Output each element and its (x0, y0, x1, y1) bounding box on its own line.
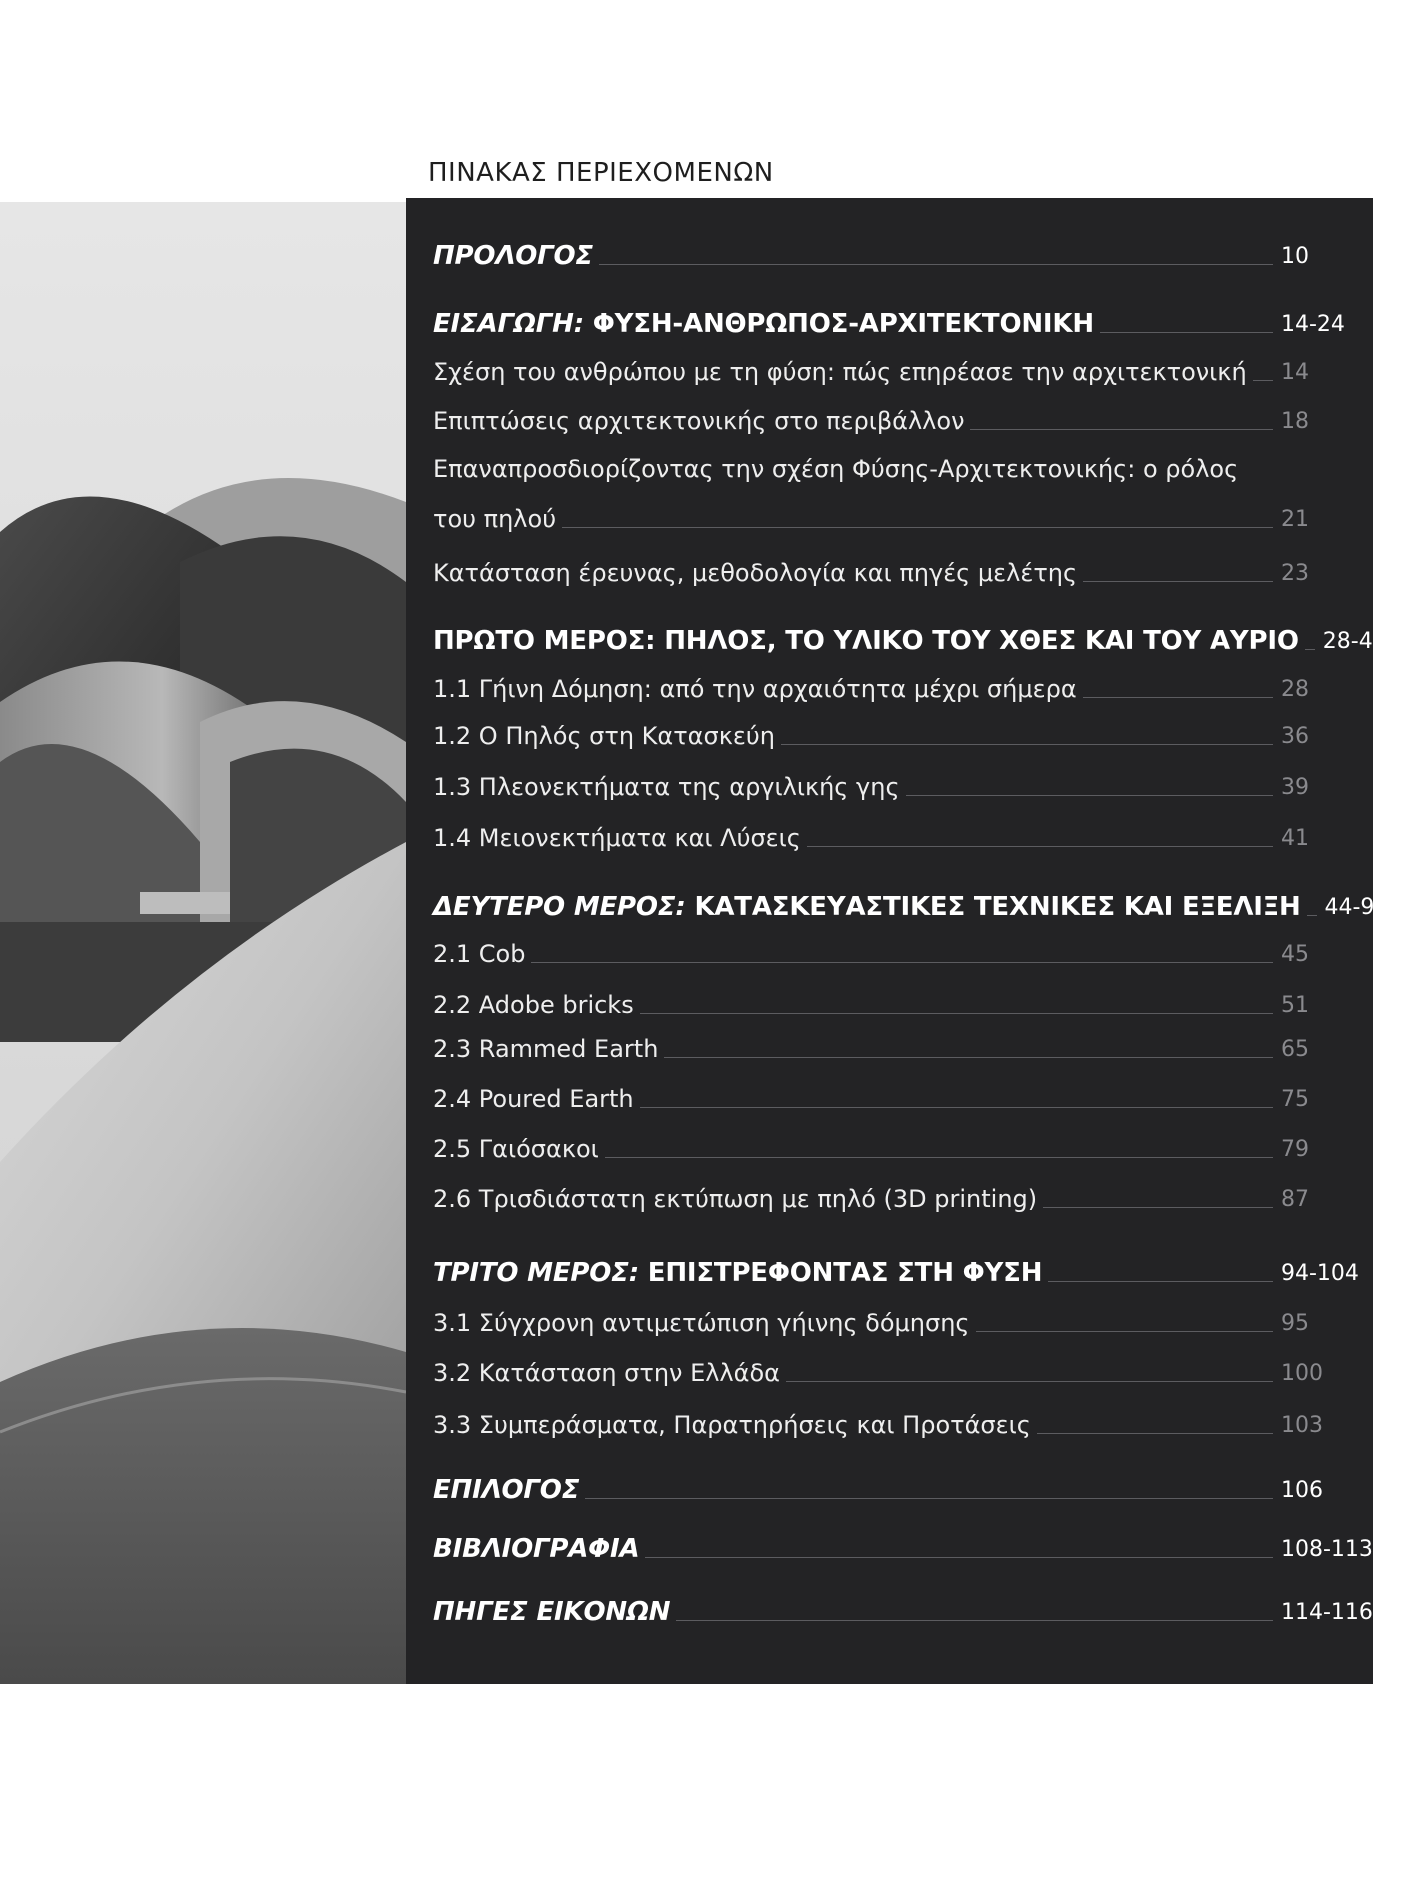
toc-entry-2-2[interactable] (433, 977, 1373, 1021)
toc-entry-1-4[interactable] (433, 810, 1373, 854)
toc-entry-label: 1.1 Γήινη Δόμηση: από την αρχαιότητα μέχρι σήμερα (433, 675, 1077, 703)
toc-entry-3-1[interactable] (433, 1295, 1373, 1339)
toc-entry-intro-4[interactable] (433, 545, 1373, 589)
toc-entry-3-2[interactable] (433, 1345, 1373, 1389)
toc-entry-page: 10 (1281, 244, 1309, 269)
toc-entry-label: ΒΙΒΛΙΟΓΡΑΦΙΑ (433, 1534, 640, 1564)
dot-leader (1083, 581, 1273, 582)
toc-entry-label: 3.1 Σύγχρονη αντιμετώπιση γήινης δόμησης (433, 1309, 970, 1337)
toc-entry-label: 2.5 Γαιόσακοι (433, 1135, 599, 1163)
toc-entry-2-4[interactable] (433, 1071, 1373, 1115)
toc-entry-page: 18 (1281, 409, 1309, 434)
toc-entry-label: 2.1 Cob (433, 940, 526, 968)
toc-entry-page: 45 (1281, 942, 1309, 967)
dot-leader (640, 1107, 1273, 1108)
toc-entry-2-6[interactable] (433, 1171, 1373, 1215)
toc-entry-1-1[interactable] (433, 661, 1373, 705)
toc-entry-title: ΚΑΤΑΣΚΕΥΑΣΤΙΚΕΣ ΤΕΧΝΙΚΕΣ ΚΑΙ ΕΞΕΛΙΞΗ (694, 892, 1301, 922)
dot-leader (1305, 649, 1315, 650)
toc-entry-page: 39 (1281, 775, 1309, 800)
dot-leader (562, 527, 1273, 528)
earth-domes-photo (0, 202, 406, 1684)
toc-entry-part-three[interactable] (433, 1245, 1373, 1289)
dot-leader (676, 1620, 1273, 1621)
toc-entry-label: 1.3 Πλεονεκτήματα της αργιλικής γης (433, 773, 900, 801)
toc-entry-page: 108-113 (1281, 1537, 1373, 1562)
dot-leader (1100, 332, 1273, 333)
dot-leader (599, 264, 1273, 265)
toc-entry-prefix: ΤΡΙΤΟ ΜΕΡΟΣ: (433, 1258, 639, 1288)
dot-leader (786, 1381, 1273, 1382)
dot-leader (664, 1057, 1273, 1058)
toc-entry-prefix: ΕΙΣΑΓΩΓΗ: (433, 309, 584, 339)
toc-entry-title: ΕΠΙΣΤΡΕΦΟΝΤΑΣ ΣΤΗ ΦΥΣΗ (647, 1258, 1043, 1288)
toc-entry-label (433, 308, 1100, 340)
toc-entry-2-1[interactable] (433, 926, 1373, 970)
toc-entry-2-5[interactable] (433, 1121, 1373, 1165)
toc-entry-introduction[interactable] (433, 296, 1373, 340)
dot-leader (781, 744, 1273, 745)
dot-leader (605, 1157, 1273, 1158)
toc-entry-page: 103 (1281, 1413, 1323, 1438)
dot-leader (1253, 380, 1273, 381)
dot-leader (970, 429, 1273, 430)
dot-leader (976, 1331, 1273, 1332)
toc-entry-1-2[interactable] (433, 708, 1373, 752)
dot-leader (1083, 697, 1273, 698)
toc-entry-page: 21 (1281, 507, 1309, 532)
toc-entry-label (433, 1257, 1048, 1289)
toc-entry-label-continued: του πηλού (433, 505, 557, 533)
toc-entry-epilogue[interactable] (433, 1462, 1373, 1506)
toc-entry-label: 2.3 Rammed Earth (433, 1035, 659, 1063)
toc-entry-page: 14 (1281, 360, 1309, 385)
toc-entry-bibliography[interactable] (433, 1521, 1373, 1565)
dot-leader (1048, 1281, 1273, 1282)
toc-entry-page: 94-104 (1281, 1261, 1359, 1286)
dot-leader (1037, 1433, 1273, 1434)
page-title: ΠΙΝΑΚΑΣ ΠΕΡΙΕΧΟΜΕΝΩΝ (428, 158, 774, 188)
toc-entry-3-3[interactable] (433, 1397, 1373, 1441)
toc-entry-image-sources[interactable] (433, 1584, 1373, 1628)
dot-leader (906, 795, 1273, 796)
toc-entry-1-3[interactable] (433, 759, 1373, 803)
toc-entry-page: 65 (1281, 1037, 1309, 1062)
toc-entry-label: 2.2 Adobe bricks (433, 991, 634, 1019)
toc-entry-label: Κατάσταση έρευνας, μεθοδολογία και πηγές μελέτης (433, 559, 1078, 587)
toc-entry-page: 79 (1281, 1137, 1309, 1162)
toc-entry-title: ΦΥΣΗ-ΑΝΘΡΩΠΟΣ-ΑΡΧΙΤΕΚΤΟΝΙΚΗ (592, 309, 1094, 339)
toc-entry-2-3[interactable] (433, 1021, 1373, 1065)
toc-entry-part-one[interactable] (433, 613, 1387, 657)
toc-entry-label: 1.4 Μειονεκτήματα και Λύσεις (433, 824, 801, 852)
toc-entry-prologue[interactable] (433, 228, 1373, 272)
toc-entry-page: 51 (1281, 993, 1309, 1018)
dot-leader (645, 1557, 1273, 1558)
toc-entry-label: 2.4 Poured Earth (433, 1085, 634, 1113)
toc-entry-prefix: ΔΕΥΤΕΡΟ ΜΕΡΟΣ: (433, 892, 686, 922)
toc-entry-label: 2.6 Τρισδιάστατη εκτύπωση με πηλό (3D printing) (433, 1185, 1038, 1213)
toc-entry-intro-1[interactable] (433, 344, 1373, 388)
toc-entry-page: 28 (1281, 677, 1309, 702)
toc-entry-part-two[interactable] (433, 879, 1389, 923)
dot-leader (585, 1498, 1273, 1499)
toc-entry-page: 41 (1281, 826, 1309, 851)
toc-entry-page: 44-93 (1324, 895, 1389, 920)
toc-entry-page: 114-116 (1281, 1600, 1373, 1625)
toc-entry-label: ΠΡΩΤΟ ΜΕΡΟΣ: ΠΗΛΟΣ, ΤΟ ΥΛΙΚΟ ΤΟΥ ΧΘΕΣ ΚΑΙ ΤΟΥ ΑΥΡΙΟ (433, 626, 1299, 656)
toc-entry-intro-2[interactable] (433, 393, 1373, 437)
toc-entry-intro-3[interactable] (433, 491, 1373, 535)
dot-leader (1043, 1207, 1273, 1208)
toc-entry-label: Σχέση του ανθρώπου με τη φύση: πώς επηρέασε την αρχιτεκτονική (433, 358, 1247, 386)
toc-entry-page: 95 (1281, 1311, 1309, 1336)
dot-leader (807, 846, 1273, 847)
toc-entry-label: 3.3 Συμπεράσματα, Παρατηρήσεις και Προτάσεις (433, 1411, 1031, 1439)
toc-entry-page: 14-24 (1281, 312, 1345, 337)
toc-entry-label: Επιπτώσεις αρχιτεκτονικής στο περιβάλλον (433, 407, 965, 435)
toc-entry-intro-3-line1[interactable] (433, 441, 1373, 485)
toc-entry-label: ΕΠΙΛΟΓΟΣ (433, 1475, 580, 1505)
toc-entry-page: 75 (1281, 1087, 1309, 1112)
toc-entry-page: 87 (1281, 1187, 1309, 1212)
earth-domes-image (0, 202, 406, 1684)
toc-entry-page: 23 (1281, 561, 1309, 586)
toc-entry-page: 36 (1281, 724, 1309, 749)
dot-leader (531, 962, 1273, 963)
dot-leader (640, 1013, 1273, 1014)
toc-entry-label (433, 891, 1307, 923)
toc-entry-label: 1.2 Ο Πηλός στη Κατασκεύη (433, 722, 775, 750)
toc-entry-page: 106 (1281, 1478, 1323, 1503)
toc-entry-page: 100 (1281, 1361, 1323, 1386)
toc-entry-label: ΠΡΟΛΟΓΟΣ (433, 241, 593, 271)
toc-entry-page: 28-43 (1322, 629, 1387, 654)
toc-entry-label: ΠΗΓΕΣ ΕΙΚΟΝΩΝ (433, 1597, 671, 1627)
dot-leader (1307, 915, 1317, 916)
toc-entry-label: Επαναπροσδιορίζοντας την σχέση Φύσης-Αρχιτεκτονικής: ο ρόλος (433, 455, 1239, 483)
toc-entry-label: 3.2 Κατάσταση στην Ελλάδα (433, 1359, 780, 1387)
